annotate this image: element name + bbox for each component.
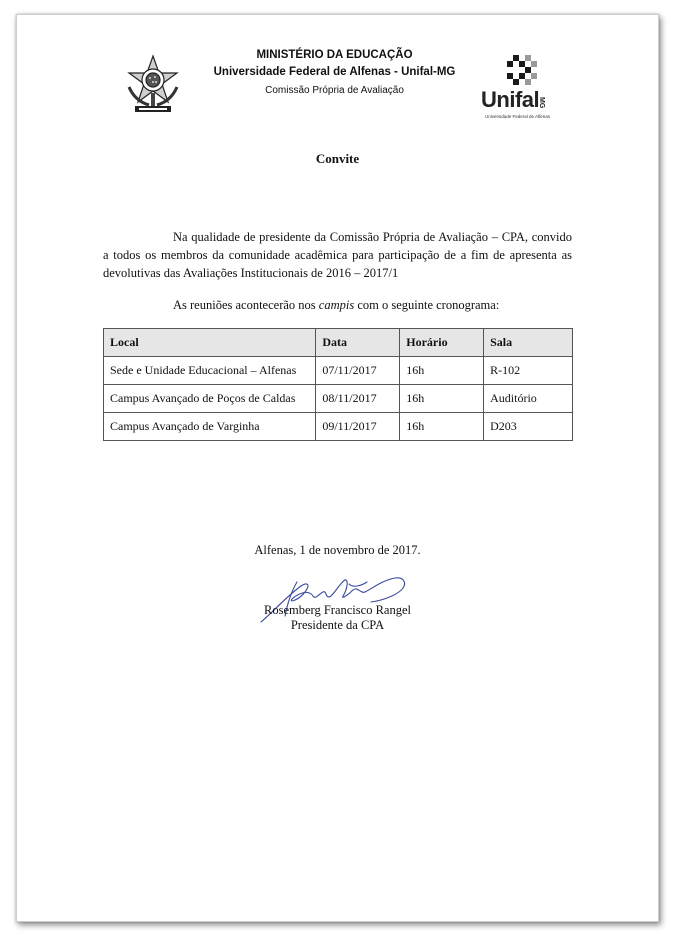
header-data: Data xyxy=(316,329,400,357)
cell-data: 09/11/2017 xyxy=(316,413,400,441)
cell-local: Sede e Unidade Educacional – Alfenas xyxy=(104,357,316,385)
cell-sala: R-102 xyxy=(484,357,573,385)
header-sala: Sala xyxy=(484,329,573,357)
schedule-intro xyxy=(173,298,499,313)
cell-horario: 16h xyxy=(400,357,484,385)
intro-text-italic: campis xyxy=(318,298,355,312)
cell-horario: 16h xyxy=(400,385,484,413)
header-local: Local xyxy=(104,329,316,357)
cell-data: 08/11/2017 xyxy=(316,385,400,413)
intro-text-start: As reuniões acontecerão nos xyxy=(173,298,319,312)
invitation-paragraph: Na qualidade de presidente da Comissão Própria de Avaliação – CPA, convido a todos os membros da comunidade acadêmica para participação de a fim de apresenta as devolutivas das Avaliações Institucionais de 2016 – 2017/1 xyxy=(103,230,572,280)
cell-sala: Auditório xyxy=(484,385,573,413)
intro-text-end: com o seguinte cronograma: xyxy=(354,298,500,312)
place-and-date: Alfenas, 1 de novembro de 2017. xyxy=(254,543,421,557)
cell-local: Campus Avançado de Varginha xyxy=(104,413,316,441)
table-row xyxy=(104,385,573,413)
table-row xyxy=(104,413,573,441)
logo-suffix: MG xyxy=(538,97,545,109)
table-header-row xyxy=(104,329,573,357)
cell-local: Campus Avançado de Poços de Caldas xyxy=(104,385,316,413)
ministry-heading: MINISTÉRIO DA EDUCAÇÃO xyxy=(256,49,413,61)
document-title: Convite xyxy=(315,151,360,166)
university-heading: Universidade Federal de Alfenas - Unifal-MG xyxy=(213,66,456,78)
cell-horario: 16h xyxy=(400,413,484,441)
logo-wordmark: Unifal xyxy=(481,87,540,112)
unifal-logo xyxy=(483,53,561,123)
document-page xyxy=(16,14,659,922)
table-row xyxy=(104,357,573,385)
schedule-table xyxy=(103,328,573,441)
cell-data: 07/11/2017 xyxy=(316,357,400,385)
logo-subtitle: Universidade Federal de Alfenas xyxy=(485,114,551,119)
commission-heading: Comissão Própria de Avaliação xyxy=(265,85,404,96)
signer-role: Presidente da CPA xyxy=(290,618,385,632)
cell-sala: D203 xyxy=(484,413,573,441)
signer-name: Rosemberg Francisco Rangel xyxy=(264,603,411,617)
header-horario: Horário xyxy=(400,329,484,357)
